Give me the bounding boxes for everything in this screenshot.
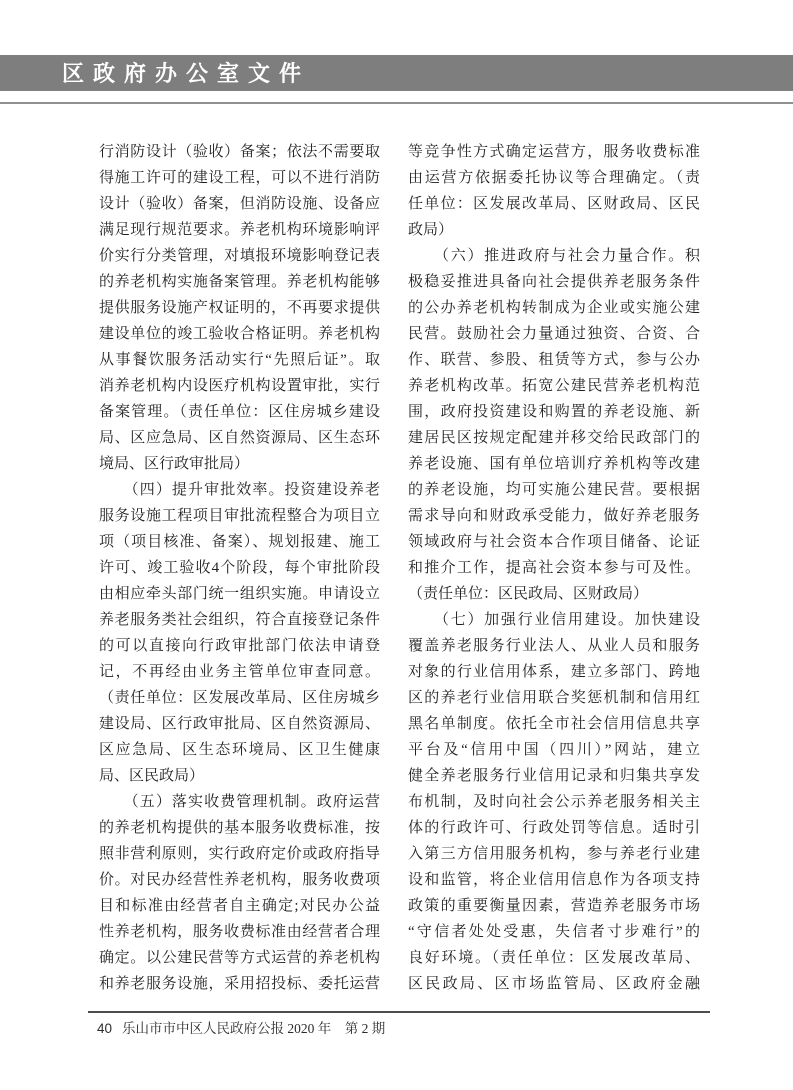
text-line: 区应急局、区生态环境局、区卫生健康 [99, 742, 380, 758]
text-line: “守信者处处受惠，失信者寸步难行”的 [408, 924, 700, 940]
text-line: 从事餐饮服务活动实行“先照后证”。取 [99, 352, 380, 368]
text-line: 平台及“信用中国（四川）”网站，建立 [408, 742, 700, 758]
text-line: 确定。以公建民营等方式运营的养老机构 [99, 950, 380, 966]
text-line: 建设局、区行政审批局、区自然资源局、 [99, 716, 380, 732]
text-line: 健全养老服务行业信用记录和归集共享发 [408, 768, 700, 784]
text-line: 提供服务设施产权证明的，不再要求提供 [99, 300, 380, 316]
text-line: 黑名单制度。依托全市社会信用信息共享 [408, 716, 700, 732]
text-line: 局、区应急局、区自然资源局、区生态环 [99, 430, 380, 446]
text-line: 价实行分类管理，对填报环境影响登记表 [99, 248, 380, 264]
text-line: （六）推进政府与社会力量合作。积 [408, 248, 700, 264]
text-line: 领域政府与社会资本合作项目储备、论证 [408, 534, 700, 550]
text-line: 消养老机构内设医疗机构设置审批，实行 [99, 378, 380, 394]
text-line: 良好环境。（责任单位：区发展改革局、 [408, 950, 700, 966]
text-line: 建设单位的竣工验收合格证明。养老机构 [99, 326, 380, 342]
text-line: 满足现行规范要求。养老机构环境影响评 [99, 222, 380, 238]
page-footer [97, 1019, 385, 1039]
text-line: 性养老机构，服务收费标准由经营者合理 [99, 924, 380, 940]
text-line: 民营。鼓励社会力量通过独资、合资、合 [408, 326, 700, 342]
text-line: 区的养老行业信用联合奖惩机制和信用红 [408, 690, 700, 706]
text-line: 养老机构改革。拓宽公建民营养老机构范 [408, 378, 700, 394]
text-line: 局、区民政局） [99, 768, 205, 784]
text-line: 覆盖养老服务行业法人、从业人员和服务 [408, 638, 700, 654]
text-line: 需求导向和财政承受能力，做好养老服务 [408, 508, 700, 524]
text-line: 政策的重要衡量因素，营造养老服务市场 [408, 898, 700, 914]
text-line: 对象的行业信用体系，建立多部门、跨地 [408, 664, 700, 680]
text-line: 许可、竣工验收4个阶段，每个审批阶段 [99, 560, 380, 576]
text-line: 和养老服务设施，采用招投标、委托运营 [99, 976, 380, 992]
text-line: 价。对民办经营性养老机构，服务收费项 [99, 872, 380, 888]
text-line: 政局） [408, 222, 454, 238]
text-line: 的养老机构实施备案管理。养老机构能够 [99, 274, 380, 290]
text-line: 的养老设施，均可实施公建民营。要根据 [408, 482, 700, 498]
text-line: 等竞争性方式确定运营方，服务收费标准 [408, 144, 700, 160]
text-line: 备案管理。（责任单位：区住房城乡建设 [99, 404, 380, 420]
text-line: 建居民区按规定配建并移交给民政部门的 [408, 430, 700, 446]
footer-divider-line [88, 1011, 710, 1013]
text-line: 服务设施工程项目审批流程整合为项目立 [99, 508, 380, 524]
text-line: 极稳妥推进具备向社会提供养老服务条件 [408, 274, 700, 290]
text-line: 布机制，及时向社会公示养老服务相关主 [408, 794, 700, 810]
text-line: 项（项目核准、备案）、规划报建、施工 [99, 534, 380, 550]
right-text-column [408, 139, 700, 997]
text-line: 得施工许可的建设工程，可以不进行消防 [99, 170, 380, 186]
text-line: （四）提升审批效率。投资建设养老 [99, 482, 380, 498]
header-divider-line [0, 102, 793, 104]
text-line: （责任单位：区民政局、区财政局） [408, 586, 649, 602]
text-line: 养老服务类社会组织，符合直接登记条件 [99, 612, 380, 628]
text-line: 作、联营、参股、租赁等方式，参与公办 [408, 352, 700, 368]
page-number: 40 [97, 1021, 113, 1036]
text-line: 养老设施、国有单位培训疗养机构等改建 [408, 456, 700, 472]
page-title: 区政府办公室文件 [62, 61, 311, 86]
text-line: 任单位：区发展改革局、区财政局、区民 [408, 196, 700, 212]
text-line: 和推介工作，提高社会资本参与可及性。 [408, 560, 700, 576]
text-line: 记，不再经由业务主管单位审查同意。 [99, 664, 380, 680]
text-line: 境局、区行政审批局） [99, 456, 250, 472]
text-line: 围，政府投资建设和购置的养老设施、新 [408, 404, 700, 420]
text-line: 由运营方依据委托协议等合理确定。（责 [408, 170, 700, 186]
left-text-column [99, 139, 380, 997]
text-line: 行消防设计（验收）备案；依法不需要取 [99, 144, 380, 160]
text-line: 入第三方信用服务机构，参与养老行业建 [408, 846, 700, 862]
text-line: 目和标准由经营者自主确定;对民办公益 [99, 898, 380, 914]
text-line: （责任单位：区发展改革局、区住房城乡 [99, 690, 380, 706]
text-line: 的可以直接向行政审批部门依法申请登 [99, 638, 380, 654]
text-line: 的公办养老机构转制成为企业或实施公建 [408, 300, 700, 316]
text-line: 体的行政许可、行政处罚等信息。适时引 [408, 820, 700, 836]
text-line: （七）加强行业信用建设。加快建设 [408, 612, 700, 628]
document-header-bar [0, 55, 793, 91]
publication-title: 乐山市市中区人民政府公报 2020 年 第 2 期 [122, 1021, 386, 1036]
text-line: 设和监管，将企业信用信息作为各项支持 [408, 872, 700, 888]
text-line: 由相应牵头部门统一组织实施。申请设立 [99, 586, 380, 602]
text-line: （五）落实收费管理机制。政府运营 [99, 794, 380, 810]
text-line: 区民政局、区市场监管局、区政府金融 [408, 976, 700, 992]
text-line: 的养老机构提供的基本服务收费标准，按 [99, 820, 380, 836]
text-line: 设计（验收）备案，但消防设施、设备应 [99, 196, 380, 212]
text-line: 照非营利原则，实行政府定价或政府指导 [99, 846, 380, 862]
